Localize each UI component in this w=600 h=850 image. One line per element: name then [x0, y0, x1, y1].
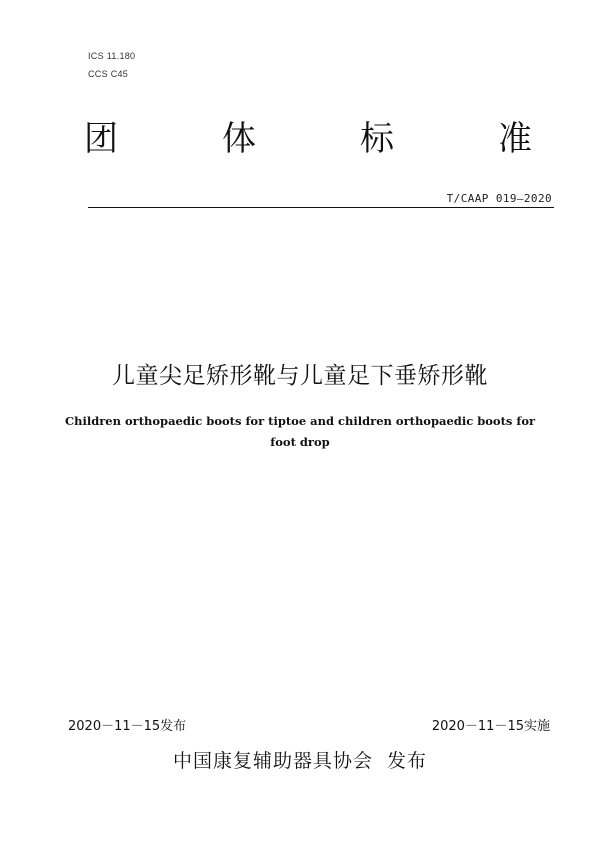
header-divider	[88, 207, 554, 208]
standard-type-char: 团	[84, 119, 118, 159]
classification-codes	[88, 47, 135, 83]
standard-type-char: 标	[360, 119, 394, 159]
implementation-date: 2020－11－15实施	[431, 719, 550, 734]
issue-date: 2020－11－15发布	[68, 719, 187, 734]
standard-type-char: 体	[222, 119, 256, 159]
ics-code: ICS 11.180	[88, 51, 136, 61]
ccs-code: CCS C45	[88, 69, 129, 79]
publisher: 中国康复辅助器具协会 发布	[172, 750, 428, 772]
standard-type-heading	[84, 116, 540, 162]
standard-type-char: 准	[498, 119, 532, 159]
title-chinese: 儿童尖足矫形靴与儿童足下垂矫形靴	[112, 363, 488, 389]
title-english: Children orthopaedic boots for tiptoe and children orthopaedic boots for foot drop	[64, 414, 536, 449]
standard-number: T/CAAP 019—2020	[446, 192, 552, 205]
